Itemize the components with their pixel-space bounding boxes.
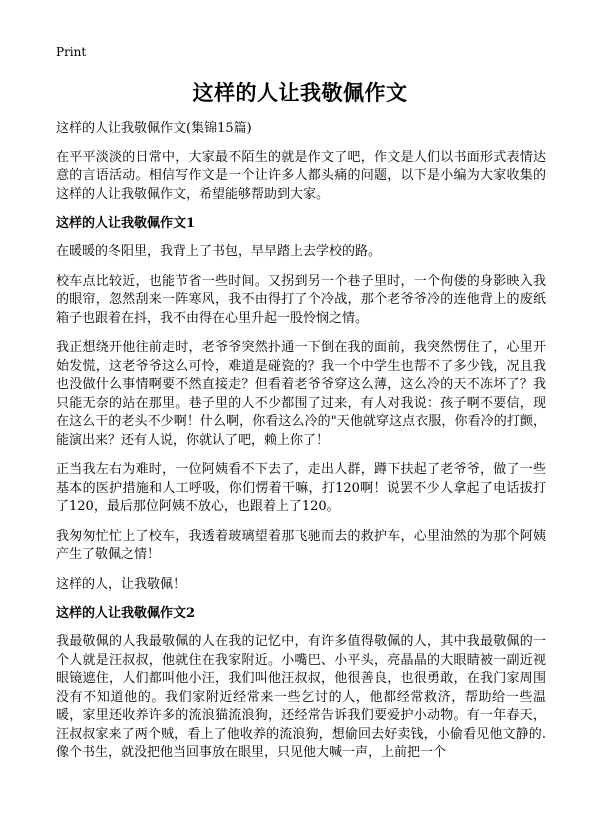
article-body [56, 120, 546, 774]
essay-1-paragraph: 这样的人，让我敬佩！ [56, 576, 187, 592]
essay-1-paragraph: 在暖暖的冬阳里，我背上了书包，早早踏上去学校的路。 [56, 244, 382, 259]
intro-paragraph: 在平平淡淡的日常中，大家最不陌生的就是作文了吧，作文是人们以书面形式表情达意的言语活动。相信写作文是一个让许多人都头痛的问题，以下是小编为大家收集的这样的人让我敬佩作文，希望能够帮助到大家。 [56, 149, 546, 202]
essay-2-paragraph: 我最敬佩的人我最敬佩的人在我的记忆中，有许多值得敬佩的人，其中我最敬佩的一个人就是汪叔叔，他就住在我家附近。小嘴巴、小平头，亮晶晶的大眼睛被一副近视眼镜遮住，人们都叫他小汪，我们叫他汪叔叔，他很善良，也很勇敢，在我门家周围没有不知道他的。我们家附近经常来一些乞讨的人，他都经常救济，帮助给一些温暖，家里还收养许多的流浪猫流浪狗，还经常告诉我们要爱护小动物。有一年春天，汪叔叔家来了两个贼，看上了他收养的流浪狗，想偷回去好卖钱，小偷看见他文静的.像个书生，就没把他当回事放在眼里，只见他大喊一声，上前把一个 [56, 634, 546, 760]
article-subtitle: 这样的人让我敬佩作文(集锦15篇) [56, 121, 252, 136]
essay-1-heading: 这样的人让我敬佩作文1 [56, 216, 196, 231]
essay-1-paragraph: 校车点比较近，也能节省一些时间。又拐到另一个巷子里时，一个佝偻的身影映入我的眼帘，忽然刮来一阵寒风，我不由得打了个冷战，那个老爷爷冷的连他背上的废纸箱子也跟着在抖，我不由得在心里升起一股怜悯之情。 [56, 273, 546, 326]
essay-2-heading: 这样的人让我敬佩作文2 [56, 606, 196, 621]
print-link[interactable]: Print [56, 45, 87, 59]
essay-1-paragraph: 我匆匆忙忙上了校车，我透着玻璃望着那飞驰而去的救护车，心里油然的为那个阿姨产生了敬佩之情！ [56, 528, 546, 562]
essay-1-paragraph: 我正想绕开他往前走时，老爷爷突然扑通一下倒在我的面前，我突然愣住了，心里开始发慌，这老爷爷这么可怜，难道是碰瓷的？我一个中学生也帮不了多少钱，况且我也没做什么事情啊要不然直接走？但看着老爷爷穿这么薄，这么冷的天不冻坏了？我只能无奈的站在那里。巷子里的人不少都围了过来，有人对我说：孩子啊不要信，现在这么干的老头不少啊！什么啊，你看这么冷的"天他就穿这点衣服，你看冷的打颤，能演出来？还有人说，你就认了吧，赖上你了！ [56, 340, 546, 448]
page-title: 这样的人让我敬佩作文 [192, 80, 408, 105]
essay-1-paragraph: 正当我左右为难时，一位阿姨看不下去了，走出人群，蹲下扶起了老爷爷，做了一些基本的医护措施和人工呼吸，你们愣着干嘛，打120啊！说罢不少人拿起了电话拔打了120，最后那位阿姨不放心，也跟着上了120。 [56, 462, 546, 514]
